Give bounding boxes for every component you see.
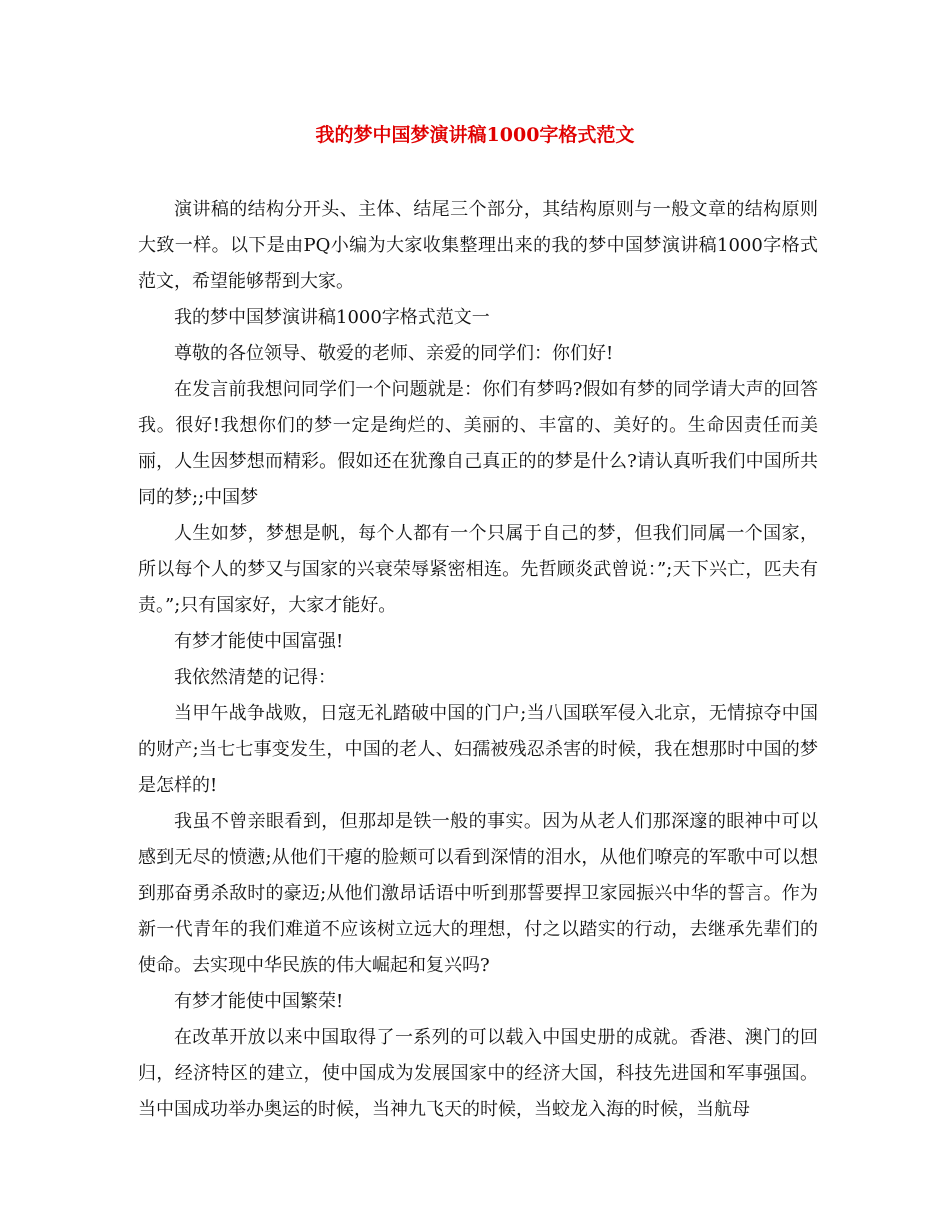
paragraph-history: 当甲午战争战败，日寇无礼踏破中国的门户;当八国联军侵入北京，无情掠夺中国的财产;当七七事变发生，中国的老人、妇孺被残忍杀害的时候，我在想那时中国的梦是怎样的! bbox=[138, 703, 818, 796]
paragraph-reform: 在改革开放以来中国取得了一系列的可以载入中国史册的成就。香港、澳门的回归，经济特区的建立，使中国成为发展国家中的经济大国，科技先进国和军事强国。当中国成功举办奥运的时候，当神九飞天的时候，当蛟龙入海的时候，当航母 bbox=[138, 1027, 818, 1120]
paragraph-fact: 我虽不曾亲眼看到，但那却是铁一般的事实。因为从老人们那深邃的眼神中可以感到无尽的愤懑;从他们干瘪的脸颊可以看到深情的泪水，从他们嘹亮的军歌中可以想到那奋勇杀敌时的豪迈;从他们激昂话语中听到那誓要捍卫家园振兴中华的誓言。作为新一代青年的我们难道不应该树立远大的理想，付之以踏实的行动，去继承先辈们的使命。去实现中华民族的伟大崛起和复兴吗? bbox=[138, 811, 818, 976]
paragraph-question: 在发言前我想问同学们一个问题就是：你们有梦吗?假如有梦的同学请大声的回答我。很好!我想你们的梦一定是绚烂的、美丽的、丰富的、美好的。生命因责任而美丽，人生因梦想而精彩。假如还在犹豫自己真正的的梦是什么?请认真听我们中国所共同的梦;;中国梦 bbox=[138, 379, 818, 508]
paragraph-subtitle: 我的梦中国梦演讲稿1000字格式范文一 bbox=[174, 307, 490, 328]
paragraph-remember: 我依然清楚的记得： bbox=[174, 667, 336, 688]
paragraph-heading-strong: 有梦才能使中国富强! bbox=[174, 631, 344, 652]
document-title: 我的梦中国梦演讲稿1000字格式范文 bbox=[315, 124, 635, 146]
paragraph-heading-prosper: 有梦才能使中国繁荣! bbox=[174, 991, 344, 1012]
paragraph-intro: 演讲稿的结构分开头、主体、结尾三个部分，其结构原则与一般文章的结构原则大致一样。以下是由PQ小编为大家收集整理出来的我的梦中国梦演讲稿1000字格式范文，希望能够帮到大家。 bbox=[138, 199, 818, 292]
paragraph-dream-sail: 人生如梦，梦想是帆，每个人都有一个只属于自己的梦，但我们同属一个国家，所以每个人的梦又与国家的兴衰荣辱紧密相连。先哲顾炎武曾说：”;天下兴亡，匹夫有责。”;只有国家好，大家才能好。 bbox=[138, 523, 818, 616]
paragraph-greeting: 尊敬的各位领导、敬爱的老师、亲爱的同学们：你们好! bbox=[174, 343, 614, 364]
document-body bbox=[138, 192, 818, 1128]
